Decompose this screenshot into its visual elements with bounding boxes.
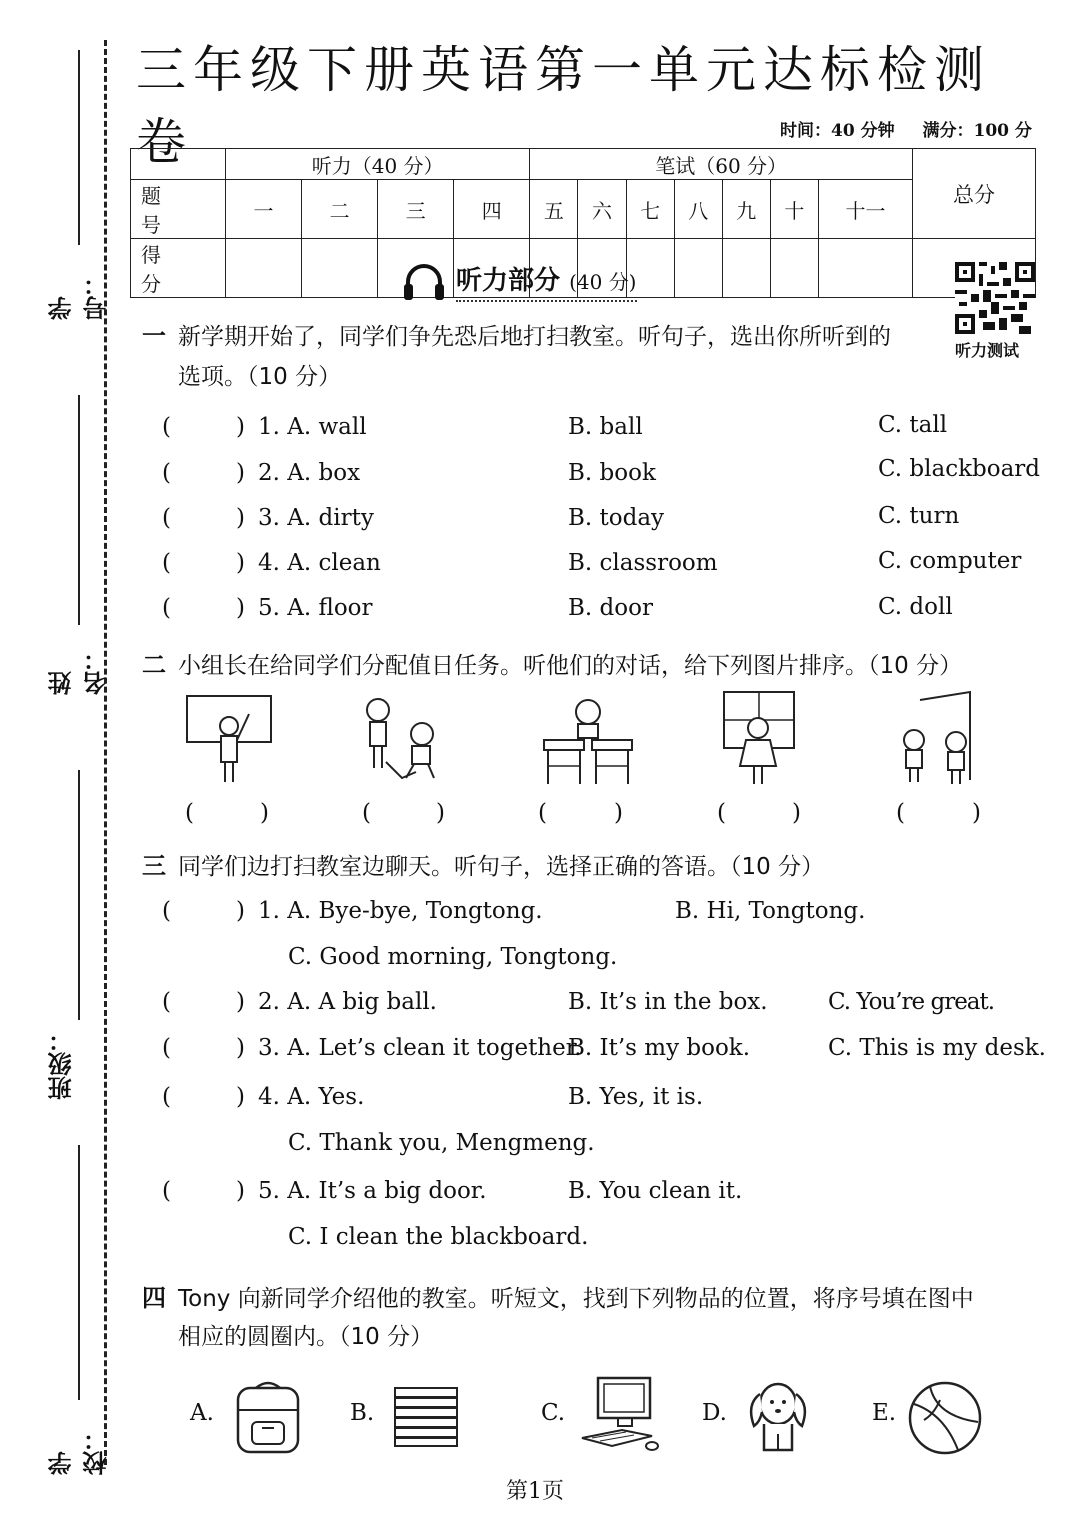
q2-answer-3-open[interactable]: (: [538, 800, 547, 826]
q1-text-line1: 新学期开始了，同学们争先恐后地打扫教室。听句子，选出你所听到的: [178, 324, 891, 350]
ball-icon: [906, 1380, 984, 1456]
answer-paren-open[interactable]: (: [162, 505, 171, 531]
q3-item-4-num-a: [258, 1084, 364, 1110]
answer-paren-close: ): [236, 1035, 245, 1061]
q3-item-5-num-a: [258, 1178, 487, 1204]
q2-answer-3-close: ): [614, 800, 623, 826]
option-a: A. It’s a big door.: [287, 1178, 487, 1204]
option-a: A. Yes.: [287, 1084, 365, 1110]
object-e-label: E.: [872, 1400, 897, 1426]
q2-answer-1-open[interactable]: (: [185, 800, 194, 826]
answer-paren-close: ): [236, 1178, 245, 1204]
class-field[interactable]: [44, 770, 94, 1100]
option-c: C. computer: [878, 548, 1022, 574]
option-a: A. A big ball.: [287, 989, 437, 1015]
q2-answer-2-open[interactable]: (: [362, 800, 371, 826]
time-limit: 时间：40 分钟: [780, 121, 895, 141]
question-number-4: 四: [454, 180, 530, 239]
page-title: 三年级下册英语第一单元达标检测卷: [136, 41, 991, 171]
qr-label: 听力测试: [955, 341, 1020, 360]
question-number-2: 二: [302, 180, 378, 239]
q2-text: 小组长在给同学们分配值日任务。听他们的对话，给下列图片排序。（10 分）: [178, 653, 963, 679]
question-number-8: 八: [674, 180, 722, 239]
answer-paren-open[interactable]: (: [162, 1035, 171, 1061]
score-cell[interactable]: [226, 239, 302, 298]
option-a: A. clean: [287, 550, 381, 576]
question-number-11: 十一: [818, 180, 912, 239]
q3-item-1-num-a: [258, 898, 543, 924]
q3-item-3-num-a: [258, 1035, 582, 1061]
binding-margin: [0, 0, 120, 1526]
q2-answer-5-open[interactable]: (: [896, 800, 905, 826]
q2-number: 二: [142, 651, 166, 679]
listening-section-title-text: 听力部分: [456, 266, 561, 296]
answer-paren-close: ): [236, 595, 245, 621]
q1-item-4-num-a: [258, 550, 381, 576]
name-line: [78, 395, 80, 625]
item-number: 5.: [258, 1178, 280, 1204]
item-number: 1.: [258, 898, 280, 924]
score-cell[interactable]: [770, 239, 818, 298]
answer-paren-open[interactable]: (: [162, 989, 171, 1015]
question-number-7: 七: [626, 180, 674, 239]
picture-sweep-floor: [356, 692, 451, 792]
score-cell[interactable]: [722, 239, 770, 298]
option-c: C. I clean the blackboard.: [288, 1224, 589, 1250]
q1-item-2-num-a: [258, 460, 360, 486]
answer-paren-open[interactable]: (: [162, 898, 171, 924]
question-number-6: 六: [578, 180, 626, 239]
q3-text: 同学们边打扫教室边聊天。听句子，选择正确的答语。（10 分）: [178, 854, 825, 880]
student-no-label: 学号：: [48, 272, 111, 320]
option-b: B. Hi, Tongtong.: [675, 898, 866, 924]
q3-heading: [142, 846, 824, 881]
score-cell[interactable]: [674, 239, 722, 298]
q2-answer-2-close: ): [436, 800, 445, 826]
answer-paren-close: ): [236, 414, 245, 440]
headphones-icon: [402, 260, 446, 302]
writing-header: 笔试（60 分）: [530, 149, 913, 180]
option-a: A. dirty: [287, 505, 374, 531]
item-number: 3.: [258, 1035, 280, 1061]
q1-heading: [142, 316, 891, 390]
q3-number: 三: [142, 852, 166, 880]
score-cell[interactable]: [818, 239, 912, 298]
school-line: [78, 1145, 80, 1400]
q1-text-line2: 选项。（10 分）: [178, 364, 342, 390]
score-cell[interactable]: [302, 239, 378, 298]
option-c: C. doll: [878, 594, 953, 620]
option-a: A. wall: [287, 414, 367, 440]
answer-paren-open[interactable]: (: [162, 414, 171, 440]
option-b: B. It’s my book.: [568, 1035, 751, 1061]
q1-item-1-num-a: [258, 414, 367, 440]
full-score: 满分：100 分: [922, 121, 1032, 141]
answer-paren-open[interactable]: (: [162, 460, 171, 486]
item-number: 3.: [258, 505, 280, 531]
option-b: B. It’s in the box.: [568, 989, 768, 1015]
school-field[interactable]: [44, 1145, 111, 1475]
item-number: 2.: [258, 989, 280, 1015]
object-c-label: C.: [541, 1400, 566, 1426]
answer-paren-open[interactable]: (: [162, 595, 171, 621]
option-b: B. classroom: [568, 550, 718, 576]
question-number-1: 一: [226, 180, 302, 239]
school-label: 学校：: [48, 1427, 111, 1475]
answer-paren-open[interactable]: (: [162, 1178, 171, 1204]
listening-section-points: (40 分): [569, 270, 637, 294]
option-b: B. ball: [568, 414, 643, 440]
qr-code-icon[interactable]: [955, 262, 1035, 334]
student-no-line: [78, 50, 80, 245]
name-field[interactable]: [44, 395, 111, 695]
student-no-field[interactable]: [44, 50, 111, 320]
name-label: 姓名：: [48, 647, 111, 695]
books-icon: [392, 1386, 462, 1448]
option-b: B. book: [568, 460, 656, 486]
q1-number: 一: [142, 322, 166, 350]
q2-answer-4-close: ): [792, 800, 801, 826]
q1-item-5-num-a: [258, 595, 373, 621]
q2-answer-4-open[interactable]: (: [717, 800, 726, 826]
option-c: C. This is my desk.: [828, 1035, 1046, 1061]
option-b: B. You clean it.: [568, 1178, 743, 1204]
class-line: [78, 770, 80, 1020]
question-number-3: 三: [378, 180, 454, 239]
picture-clean-blackboard: [185, 690, 275, 790]
option-a: A. Let’s clean it together.: [287, 1035, 582, 1061]
q2-heading: [142, 645, 962, 680]
object-b-label: B.: [350, 1400, 375, 1426]
option-a: A. Bye-bye, Tongtong.: [287, 898, 543, 924]
listening-section-title: [456, 260, 637, 302]
object-d-label: D.: [702, 1400, 727, 1426]
answer-paren-close: ): [236, 898, 245, 924]
answer-paren-close: ): [236, 505, 245, 531]
option-c: C. turn: [878, 503, 960, 529]
q4-heading: [142, 1278, 974, 1350]
q1-item-3-num-a: [258, 505, 374, 531]
page-number: 第1页: [506, 1479, 564, 1504]
question-number-5: 五: [530, 180, 578, 239]
item-number: 4.: [258, 1084, 280, 1110]
picture-clean-desk: [538, 690, 638, 790]
computer-icon: [578, 1376, 660, 1452]
item-number: 4.: [258, 550, 280, 576]
schoolbag-icon: [228, 1380, 308, 1456]
answer-paren-close: ): [236, 550, 245, 576]
answer-paren-close: ): [236, 1084, 245, 1110]
object-a-label: A.: [190, 1400, 214, 1426]
picture-clean-door: [890, 690, 980, 790]
binding-dashed-line: [104, 40, 107, 1465]
q4-number: 四: [142, 1284, 166, 1312]
item-number: 5.: [258, 595, 280, 621]
option-c: C. You’re great.: [828, 989, 995, 1015]
option-a: A. floor: [287, 595, 373, 621]
item-number: 2.: [258, 460, 280, 486]
option-c: C. blackboard: [878, 456, 1041, 482]
item-number: 1.: [258, 414, 280, 440]
answer-paren-close: ): [236, 989, 245, 1015]
answer-paren-open[interactable]: (: [162, 1084, 171, 1110]
dog-icon: [742, 1378, 812, 1456]
listening-section-heading: [402, 260, 637, 302]
question-number-9: 九: [722, 180, 770, 239]
picture-clean-window: [720, 690, 800, 790]
q4-text-line2: 相应的圆圈内。（10 分）: [178, 1324, 434, 1350]
q3-item-2-num-a: [258, 989, 437, 1015]
score-table-corner: [131, 149, 226, 180]
option-b: B. door: [568, 595, 653, 621]
option-a: A. box: [287, 460, 361, 486]
option-c: C. tall: [878, 412, 948, 438]
q4-text-line1: Tony 向新同学介绍他的教室。听短文，找到下列物品的位置，将序号填在图中: [178, 1286, 974, 1312]
option-c: C. Good morning, Tongtong.: [288, 944, 618, 970]
row-score-label: 得 分: [131, 239, 226, 298]
option-c: C. Thank you, Mengmeng.: [288, 1130, 595, 1156]
row-question-label: 题 号: [131, 180, 226, 239]
listening-header: 听力（40 分）: [226, 149, 530, 180]
option-b: B. Yes, it is.: [568, 1084, 704, 1110]
q2-answer-5-close: ): [972, 800, 981, 826]
question-number-10: 十: [770, 180, 818, 239]
class-label: 班级：: [48, 1028, 76, 1100]
option-b: B. today: [568, 505, 665, 531]
answer-paren-open[interactable]: (: [162, 550, 171, 576]
answer-paren-close: ): [236, 460, 245, 486]
q2-answer-1-close: ): [260, 800, 269, 826]
time-info: [780, 116, 1054, 141]
total-header: 总分: [913, 149, 1036, 239]
